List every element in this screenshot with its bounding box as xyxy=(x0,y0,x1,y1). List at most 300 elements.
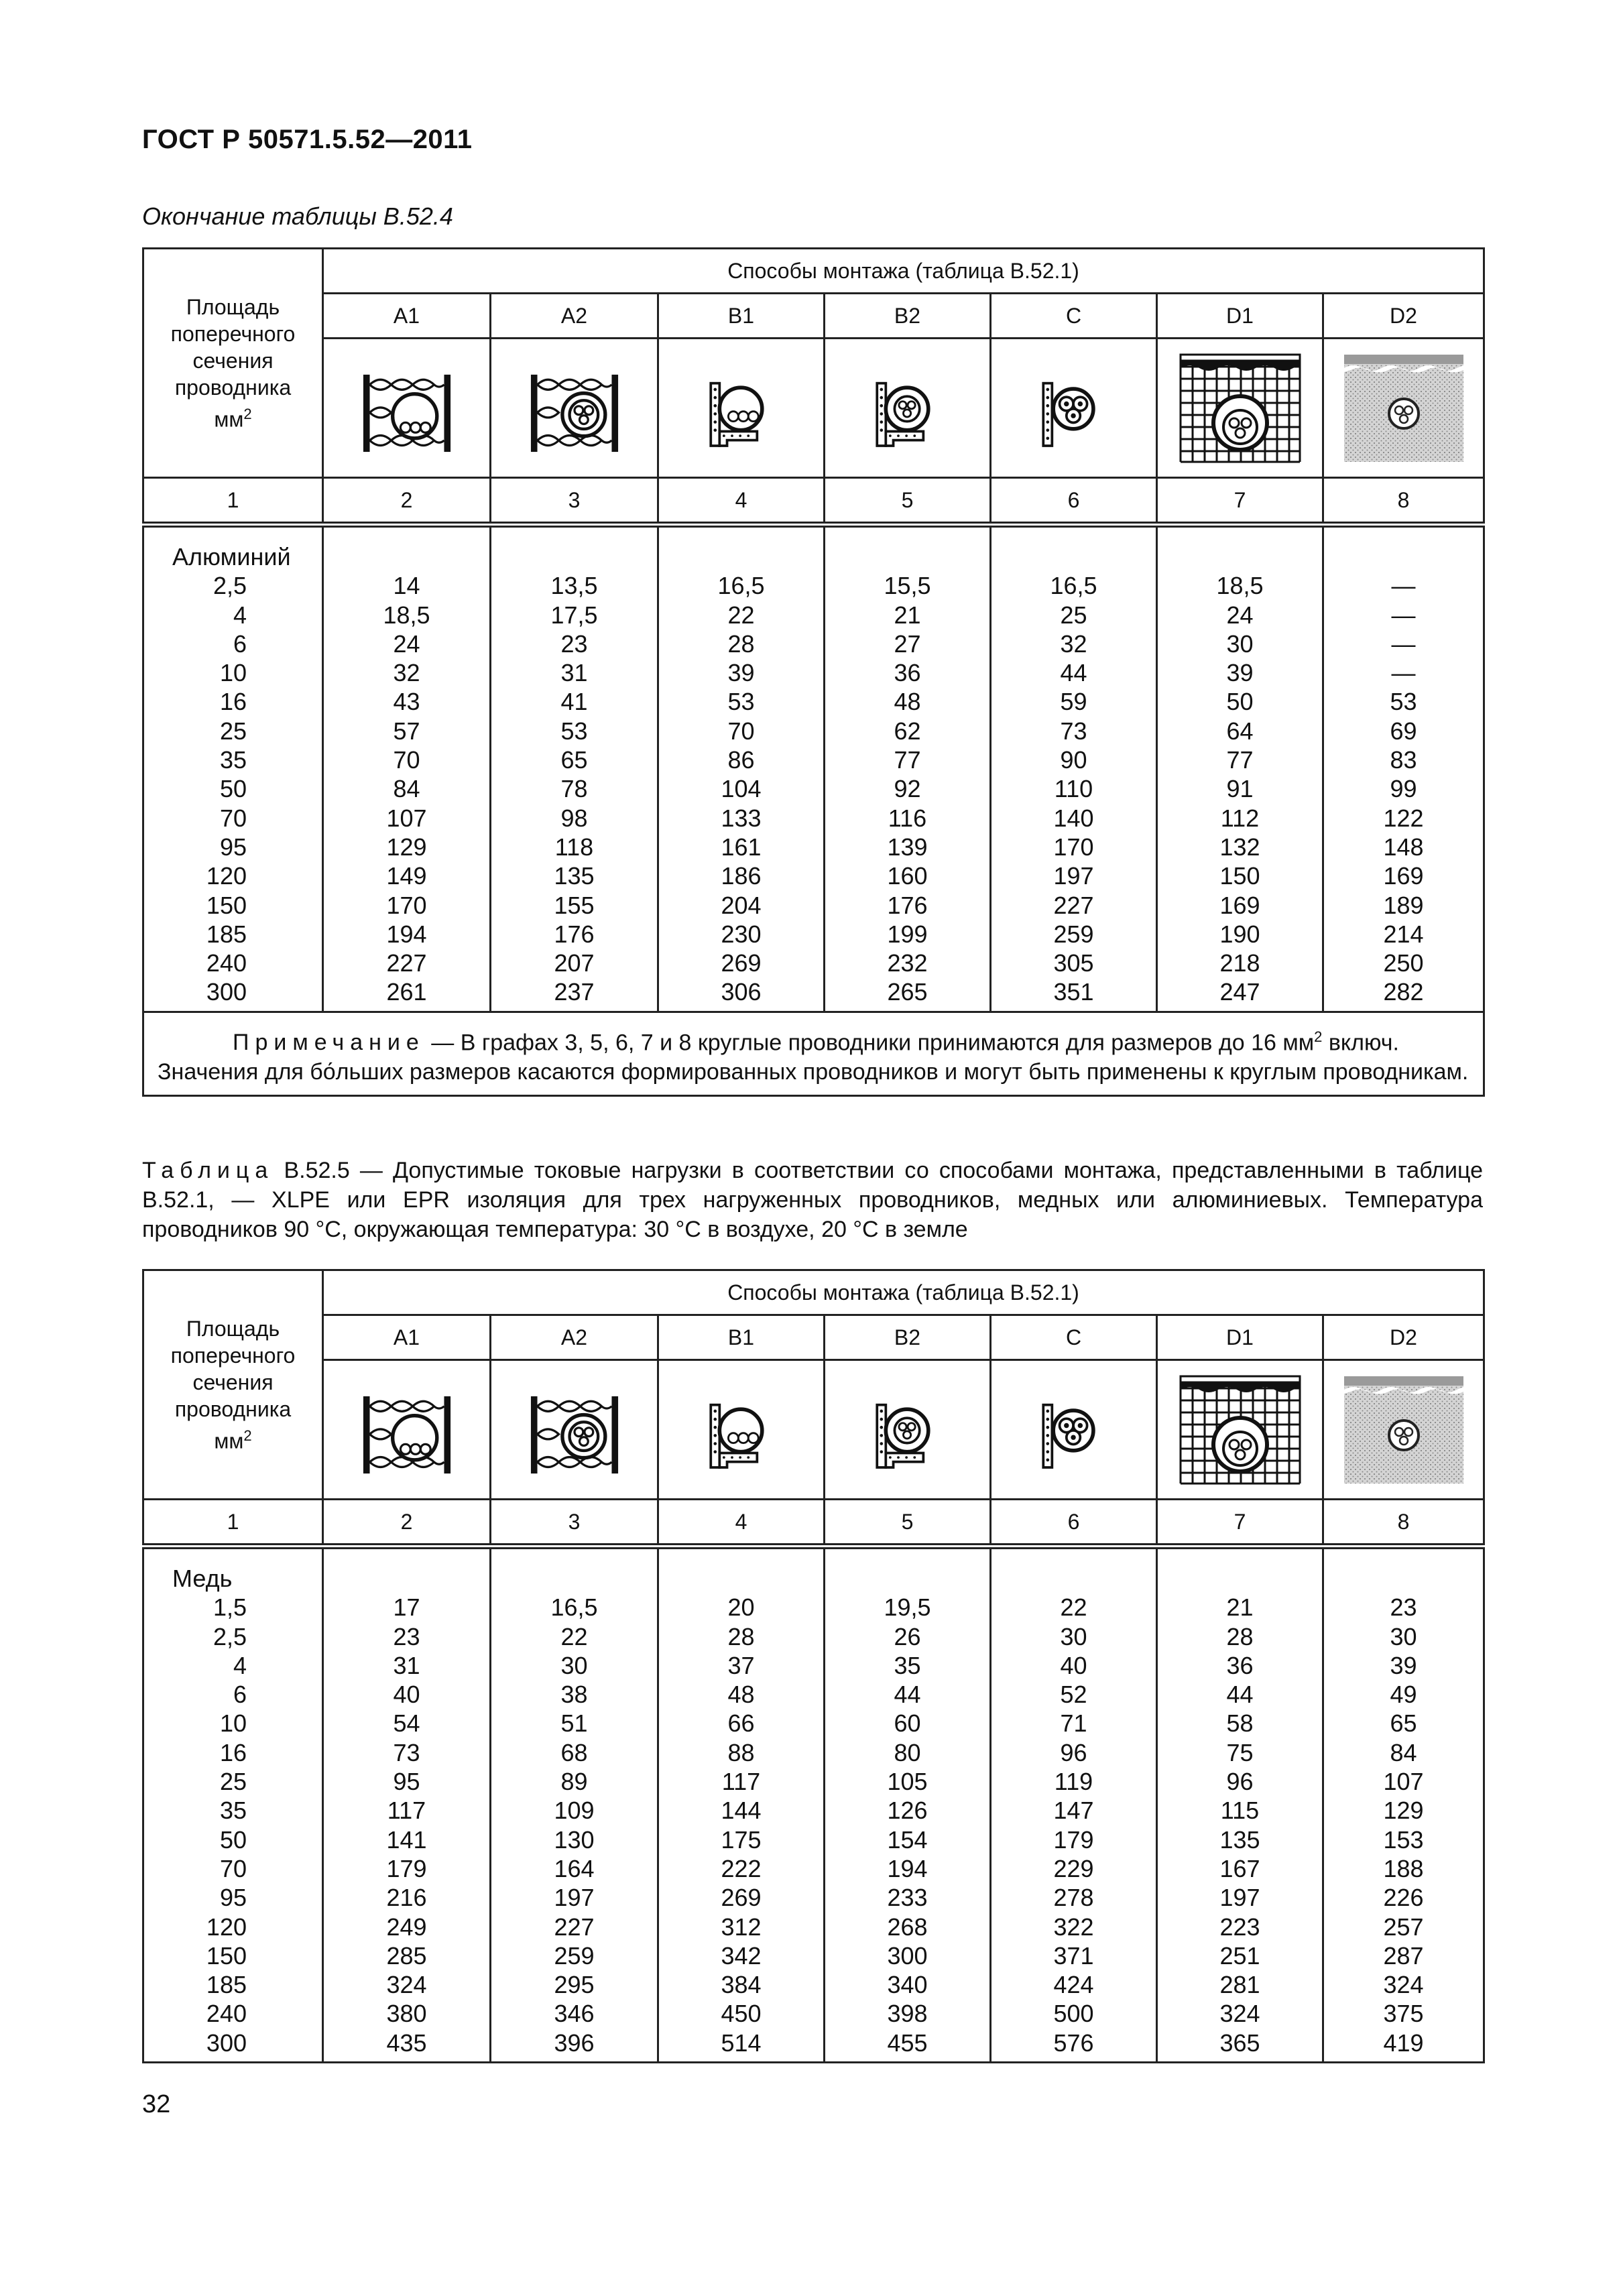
table-cell-value: 32 xyxy=(1060,629,1087,658)
table-cell-value: 144 xyxy=(721,1797,762,1825)
table-cell-value: 226 xyxy=(1383,1884,1424,1912)
table-cell-value: 17,5 xyxy=(550,601,598,629)
table-cell-value: 48 xyxy=(727,1681,755,1709)
table-cell-value: 107 xyxy=(1383,1768,1424,1796)
table-cell-value: 232 xyxy=(887,949,928,977)
data-column-b2 xyxy=(825,1547,991,2063)
column-number: 1 xyxy=(143,478,323,525)
table-cell-value: 39 xyxy=(1390,1651,1417,1679)
area-header-unit: $мм^2$ xyxy=(214,405,252,432)
area-value: 50 xyxy=(219,775,247,803)
table-cell-value: 305 xyxy=(1053,949,1094,977)
table-caption-continuation: Окончание таблицы В.52.4 xyxy=(142,202,453,230)
table-cell-value: 132 xyxy=(1219,833,1260,861)
table-cell-value: 435 xyxy=(386,2029,427,2057)
data-column-b2 xyxy=(825,525,991,1012)
table-cell-value: 139 xyxy=(887,833,928,861)
table-cell-value: 282 xyxy=(1383,978,1424,1006)
column-number: 3 xyxy=(491,478,658,525)
table-cell-value: — xyxy=(1391,601,1416,629)
table-cell-value: 41 xyxy=(560,688,588,716)
table-cell-value: 32 xyxy=(393,659,420,687)
table-cell-value: 150 xyxy=(1219,862,1260,890)
table-cell-value: 249 xyxy=(386,1913,427,1941)
table-cell-value: 16,5 xyxy=(550,1593,598,1622)
table-cell-value: 28 xyxy=(1226,1622,1254,1650)
table-cell-value: 68 xyxy=(560,1738,588,1766)
data-column-a2 xyxy=(491,1547,658,2063)
table-cell-value: 115 xyxy=(1220,1797,1260,1825)
table-cell-value: 23 xyxy=(1390,1593,1417,1622)
table-cell-value: 59 xyxy=(1060,688,1087,716)
area-value: 150 xyxy=(206,891,247,919)
cable-on-wall-icon xyxy=(1027,1383,1121,1477)
area-value: 6 xyxy=(233,629,247,658)
data-column-b1 xyxy=(658,1547,825,2063)
table-cell-value: 450 xyxy=(721,2000,762,2028)
table-cell-value: 351 xyxy=(1053,978,1094,1006)
data-column-c xyxy=(991,525,1157,1012)
table-cell-value: 23 xyxy=(393,1622,420,1650)
table-cell-value: 197 xyxy=(554,1884,595,1912)
table-cell-value: 164 xyxy=(554,1854,595,1882)
method-diagram-b1 xyxy=(658,339,825,478)
area-header-line: сечения xyxy=(192,348,274,373)
table-cell-value: 53 xyxy=(1390,688,1417,716)
blank-spacer xyxy=(1324,542,1483,571)
table-cell-value: 95 xyxy=(393,1768,420,1796)
table-cell-value: 576 xyxy=(1053,2029,1094,2057)
method-diagram-a2 xyxy=(491,339,658,478)
table-cell-value: 169 xyxy=(1383,862,1424,890)
area-value: 185 xyxy=(206,920,247,948)
data-column-d1 xyxy=(1157,525,1323,1012)
area-value: 25 xyxy=(219,1768,247,1796)
table-cell-value: 31 xyxy=(393,1651,420,1679)
caption-text: В.52.5 — Допустимые токовые нагрузки в соответствии со способами монтажа, представленными в таблице В.52.1, — XLPE или EPR изоляция для трех нагруженных проводников, медных или алюминиевых. Температура проводников 90 °С, окружающая температура: 30 °С в воздухе, 20 °С в земле xyxy=(142,1158,1483,1242)
area-value: 95 xyxy=(219,833,247,861)
material-label: Медь xyxy=(172,1565,233,1592)
table-cell-value: 83 xyxy=(1390,746,1417,774)
area-value: 150 xyxy=(206,1941,247,1970)
table-cell-value: 38 xyxy=(560,1681,588,1709)
blank-spacer xyxy=(659,1564,823,1593)
table-cell-value: 53 xyxy=(727,688,755,716)
table-cell-value: 44 xyxy=(1060,659,1087,687)
table-cell-value: 216 xyxy=(386,1884,427,1912)
column-number: 8 xyxy=(1323,1500,1484,1547)
data-column-d2 xyxy=(1323,1547,1484,2063)
method-diagram-c xyxy=(991,339,1157,478)
table-cell-value: 112 xyxy=(1220,804,1260,832)
table-cell-value: 43 xyxy=(393,688,420,716)
table-cell-value: 39 xyxy=(1226,659,1254,687)
table-cell-value: 99 xyxy=(1390,775,1417,803)
blank-spacer xyxy=(491,542,657,571)
table-cell-value: 229 xyxy=(1053,1854,1094,1882)
insulated-wall-multicore-icon xyxy=(521,1376,628,1484)
table-cell-value: 186 xyxy=(721,862,762,890)
area-header-line: поперечного xyxy=(170,321,296,346)
table-cell-value: 51 xyxy=(560,1709,588,1738)
table-cell-value: 27 xyxy=(894,629,921,658)
table-cell-value: 135 xyxy=(1219,1825,1260,1854)
column-number: 4 xyxy=(658,1500,825,1547)
table-cell-value: 73 xyxy=(393,1738,420,1766)
blank-spacer xyxy=(324,542,489,571)
table-cell-value: 324 xyxy=(386,1971,427,1999)
table-cell-value: 25 xyxy=(1060,601,1087,629)
data-column-c xyxy=(991,1547,1157,2063)
table-cell-value: 77 xyxy=(894,746,921,774)
table-cell-value: 16,5 xyxy=(717,572,765,600)
table-cell-value: 227 xyxy=(386,949,427,977)
table-cell-value: 122 xyxy=(1383,804,1424,832)
table-cell-value: 160 xyxy=(887,862,928,890)
table-cell-value: 54 xyxy=(393,1709,420,1738)
table-cell-value: 129 xyxy=(386,833,427,861)
blank-spacer xyxy=(1158,1564,1322,1593)
area-value: 4 xyxy=(233,1651,247,1679)
table-cell-value: 199 xyxy=(887,920,928,948)
table-cell-value: 31 xyxy=(560,659,588,687)
table-body-row xyxy=(143,1547,1484,2063)
table-cell-value: 69 xyxy=(1390,717,1417,745)
material-label: Алюминий xyxy=(172,543,291,570)
method-code: C xyxy=(991,294,1157,339)
table-cell-value: 179 xyxy=(386,1854,427,1882)
table-cell-value: 214 xyxy=(1383,920,1424,948)
table-cell-value: 194 xyxy=(887,1854,928,1882)
table-cell-value: 281 xyxy=(1219,1971,1260,1999)
table-cell-value: 230 xyxy=(721,920,762,948)
table-cell-value: 170 xyxy=(1053,833,1094,861)
table-cell-value: 455 xyxy=(887,2029,928,2057)
method-code: D2 xyxy=(1323,294,1484,339)
table-cell-value: 259 xyxy=(554,1941,595,1970)
table-cell-value: 22 xyxy=(1060,1593,1087,1622)
table-cell-value: 26 xyxy=(894,1622,921,1650)
table-cell-value: 188 xyxy=(1383,1854,1424,1882)
table-cell-value: 322 xyxy=(1053,1913,1094,1941)
table-cell-value: 140 xyxy=(1053,804,1094,832)
table-cell-value: 285 xyxy=(386,1941,427,1970)
note-sup: 2 xyxy=(1314,1028,1323,1045)
table-cell-value: 40 xyxy=(393,1681,420,1709)
area-value: 25 xyxy=(219,717,247,745)
table-cell-value: 65 xyxy=(560,746,588,774)
table-cell-value: 133 xyxy=(721,804,762,832)
table-cell-value: 190 xyxy=(1219,920,1260,948)
data-column-a1 xyxy=(323,1547,491,2063)
column-number: 3 xyxy=(491,1500,658,1547)
table-cell-value: 110 xyxy=(1054,775,1093,803)
table-cell-value: — xyxy=(1391,629,1416,658)
table-cell-value: 375 xyxy=(1383,2000,1424,2028)
table-cell-value: 135 xyxy=(554,862,595,890)
table-cell-value: 21 xyxy=(894,601,921,629)
table-cell-value: 107 xyxy=(386,804,427,832)
area-value: 70 xyxy=(219,1854,247,1882)
area-value: 4 xyxy=(233,601,247,629)
blank-spacer xyxy=(825,1564,989,1593)
blank-spacer xyxy=(1158,542,1322,571)
table-cell-value: 30 xyxy=(1060,1622,1087,1650)
table-b-52-5 xyxy=(142,1269,1483,2063)
table-cell-value: — xyxy=(1391,572,1416,600)
table-cell-value: 84 xyxy=(393,775,420,803)
table-cell-value: 300 xyxy=(887,1941,928,1970)
table-b-52-4 xyxy=(142,247,1483,1097)
method-code: A1 xyxy=(323,1315,491,1360)
area-value: 10 xyxy=(219,1709,247,1738)
table-cell-value: 170 xyxy=(386,891,427,919)
table-cell-value: 207 xyxy=(554,949,595,977)
table-cell-value: 118 xyxy=(554,833,594,861)
table-cell-value: 89 xyxy=(560,1768,588,1796)
table-cell-value: 346 xyxy=(554,2000,595,2028)
table-cell-value: 380 xyxy=(386,2000,427,2028)
area-value: 1,5 xyxy=(213,1593,247,1622)
table-cell-value: 73 xyxy=(1060,717,1087,745)
table-cell-value: 514 xyxy=(721,2029,762,2057)
blank-spacer xyxy=(991,1564,1156,1593)
table-cell-value: 78 xyxy=(560,775,588,803)
table-cell-value: 153 xyxy=(1383,1825,1424,1854)
blank-spacer xyxy=(825,542,989,571)
table-cell-value: 91 xyxy=(1226,775,1254,803)
table-cell-value: 419 xyxy=(1383,2029,1424,2057)
area-value: 35 xyxy=(219,746,247,774)
column-number: 5 xyxy=(825,478,991,525)
table-cell-value: 52 xyxy=(1060,1681,1087,1709)
area-value: 185 xyxy=(206,1971,247,1999)
method-code: B1 xyxy=(658,294,825,339)
table-cell-value: 64 xyxy=(1226,717,1254,745)
method-diagram-a1 xyxy=(323,339,491,478)
method-code: A2 xyxy=(491,1315,658,1360)
table-cell-value: 424 xyxy=(1053,1971,1094,1999)
table-cell-value: 60 xyxy=(894,1709,921,1738)
table-cell-value: 17 xyxy=(393,1593,420,1622)
table-cell-value: 147 xyxy=(1053,1797,1094,1825)
method-diagram-d1 xyxy=(1157,339,1323,478)
table-cell-value: 117 xyxy=(721,1768,761,1796)
table-cell-value: 269 xyxy=(721,1884,762,1912)
table-cell-value: 24 xyxy=(393,629,420,658)
table-cell-value: 104 xyxy=(721,775,762,803)
area-header-unit: $мм^2$ xyxy=(214,1427,252,1453)
insulated-wall-multicore-icon xyxy=(521,355,628,462)
multicore-conduit-on-wall-icon xyxy=(861,1383,955,1477)
area-value: 300 xyxy=(206,978,247,1006)
table-cell-value: 22 xyxy=(727,601,755,629)
method-code: D1 xyxy=(1157,294,1323,339)
area-value: 2,5 xyxy=(213,572,247,600)
table-cell-value: 77 xyxy=(1226,746,1254,774)
blank-spacer xyxy=(659,542,823,571)
table-cell-value: 175 xyxy=(721,1825,762,1854)
column-number: 7 xyxy=(1157,478,1323,525)
table-cell-value: 22 xyxy=(560,1622,588,1650)
area-header-line: Площадь xyxy=(186,1316,280,1341)
insulated-wall-conduit-icon xyxy=(353,1376,461,1484)
table-cell-value: 19,5 xyxy=(884,1593,931,1622)
blank-spacer xyxy=(991,542,1156,571)
column-number: 8 xyxy=(1323,478,1484,525)
table-cell-value: 223 xyxy=(1219,1913,1260,1941)
table-cell-value: 36 xyxy=(894,659,921,687)
table-cell-value: 28 xyxy=(727,1622,755,1650)
table-cell-value: 49 xyxy=(1390,1681,1417,1709)
method-code: D2 xyxy=(1323,1315,1484,1360)
column-number: 2 xyxy=(323,478,491,525)
table-cell-value: 21 xyxy=(1226,1593,1254,1622)
data-column-a1 xyxy=(323,525,491,1012)
area-header-line: поперечного xyxy=(170,1343,296,1368)
method-code: B2 xyxy=(825,294,991,339)
table-cell-value: 53 xyxy=(560,717,588,745)
note-text: — В графах 3, 5, 6, 7 и 8 круглые проводники принимаются для размеров до 16 мм xyxy=(424,1030,1315,1056)
table-cell-value: 227 xyxy=(554,1913,595,1941)
table-cell-value: 119 xyxy=(1054,1768,1093,1796)
table-cell-value: 15,5 xyxy=(884,572,931,600)
table-cell-value: 70 xyxy=(727,717,755,745)
table-cell-value: 129 xyxy=(1383,1797,1424,1825)
table-cell-value: 176 xyxy=(887,891,928,919)
direct-in-ground-icon xyxy=(1340,1370,1467,1490)
table-cell-value: 48 xyxy=(894,688,921,716)
table-cell-value: 16,5 xyxy=(1050,572,1097,600)
conduit-on-wall-icon xyxy=(695,361,788,455)
table-cell-value: 306 xyxy=(721,978,762,1006)
table-cell-value: 398 xyxy=(887,2000,928,2028)
table-cell-value: 227 xyxy=(1053,891,1094,919)
duct-in-ground-icon xyxy=(1177,1370,1304,1490)
table-cell-value: 269 xyxy=(721,949,762,977)
table-b-52-5-caption xyxy=(142,1156,1483,1244)
table-cell-value: 371 xyxy=(1053,1941,1094,1970)
area-value: 35 xyxy=(219,1797,247,1825)
table-cell-value: 58 xyxy=(1226,1709,1254,1738)
area-value: 95 xyxy=(219,1884,247,1912)
method-code: A2 xyxy=(491,294,658,339)
area-column xyxy=(143,525,323,1012)
table-cell-value: 30 xyxy=(560,1651,588,1679)
insulated-wall-conduit-icon xyxy=(353,355,461,462)
table-cell-value: 141 xyxy=(386,1825,427,1854)
table-cell-value: 247 xyxy=(1219,978,1260,1006)
method-diagram-b2 xyxy=(825,1360,991,1500)
table-cell-value: 222 xyxy=(721,1854,762,1882)
table-cell-value: 40 xyxy=(1060,1651,1087,1679)
column-number: 4 xyxy=(658,478,825,525)
method-diagram-a1 xyxy=(323,1360,491,1500)
table-cell-value: 324 xyxy=(1383,1971,1424,1999)
table-cell-value: 18,5 xyxy=(383,601,430,629)
table-cell-value: 179 xyxy=(1053,1825,1094,1854)
table-cell-value: 197 xyxy=(1053,862,1094,890)
table-cell-value: 57 xyxy=(393,717,420,745)
method-code: C xyxy=(991,1315,1157,1360)
table-cell-value: 70 xyxy=(393,746,420,774)
table-cell-value: 28 xyxy=(727,629,755,658)
table-cell-value: 257 xyxy=(1383,1913,1424,1941)
table-cell-value: 13,5 xyxy=(550,572,598,600)
data-column-d1 xyxy=(1157,1547,1323,2063)
table-cell-value: 30 xyxy=(1226,629,1254,658)
table-cell-value: 167 xyxy=(1219,1854,1260,1882)
caption-label: Таблица xyxy=(142,1158,274,1183)
note-text-continuation: включ. Значения для бо́льших размеров касаются формированных проводников и могут быть применены к круглым проводникам. xyxy=(158,1030,1469,1085)
table-cell-value: 265 xyxy=(887,978,928,1006)
table-cell-value: 197 xyxy=(1219,1884,1260,1912)
document-code: ГОСТ Р 50571.5.52—2011 xyxy=(142,125,473,154)
table-cell-value: 35 xyxy=(894,1651,921,1679)
table-cell-value: 130 xyxy=(554,1825,595,1854)
data-column-a2 xyxy=(491,525,658,1012)
table-cell-value: 37 xyxy=(727,1651,755,1679)
area-value: 50 xyxy=(219,1825,247,1854)
blank-spacer xyxy=(1324,1564,1483,1593)
area-value: 240 xyxy=(206,2000,247,2028)
column-number: 6 xyxy=(991,478,1157,525)
area-column xyxy=(143,1547,323,2063)
table-cell-value: 98 xyxy=(560,804,588,832)
table-cell-value: 176 xyxy=(554,920,595,948)
table-cell-value: 90 xyxy=(1060,746,1087,774)
table-cell-value: 75 xyxy=(1226,1738,1254,1766)
table-cell-value: 24 xyxy=(1226,601,1254,629)
area-value: 300 xyxy=(206,2029,247,2057)
table-cell-value: 268 xyxy=(887,1913,928,1941)
method-diagram-b2 xyxy=(825,339,991,478)
table-cell-value: 18,5 xyxy=(1216,572,1264,600)
table-cell-value: 149 xyxy=(386,862,427,890)
table-cell-value: 23 xyxy=(560,629,588,658)
table-body-row xyxy=(143,525,1484,1012)
table-cell-value: 96 xyxy=(1060,1738,1087,1766)
table-cell-value: 169 xyxy=(1219,891,1260,919)
blank-spacer xyxy=(491,1564,657,1593)
area-value: 120 xyxy=(206,1913,247,1941)
area-header-line: Площадь xyxy=(186,294,280,319)
table-cell-value: 278 xyxy=(1053,1884,1094,1912)
table-cell-value: 342 xyxy=(721,1941,762,1970)
table-cell-value: 148 xyxy=(1383,833,1424,861)
method-code: B2 xyxy=(825,1315,991,1360)
method-diagram-a2 xyxy=(491,1360,658,1500)
table-cell-value: 71 xyxy=(1060,1709,1087,1738)
table-cell-value: 204 xyxy=(721,891,762,919)
area-header-line: проводника xyxy=(174,375,292,400)
method-diagram-b1 xyxy=(658,1360,825,1500)
method-diagram-d2 xyxy=(1323,339,1484,478)
table-cell-value: 30 xyxy=(1390,1622,1417,1650)
area-header xyxy=(143,1270,323,1500)
method-code: D1 xyxy=(1157,1315,1323,1360)
table-cell-value: 44 xyxy=(894,1681,921,1709)
table-cell-value: — xyxy=(1391,659,1416,687)
table-cell-value: 105 xyxy=(887,1768,928,1796)
area-value: 10 xyxy=(219,659,247,687)
table-cell-value: 50 xyxy=(1226,688,1254,716)
table-cell-value: 259 xyxy=(1053,920,1094,948)
table-cell-value: 14 xyxy=(393,572,420,600)
table-cell-value: 295 xyxy=(554,1971,595,1999)
area-header-line: проводника xyxy=(174,1396,292,1421)
data-column-d2 xyxy=(1323,525,1484,1012)
